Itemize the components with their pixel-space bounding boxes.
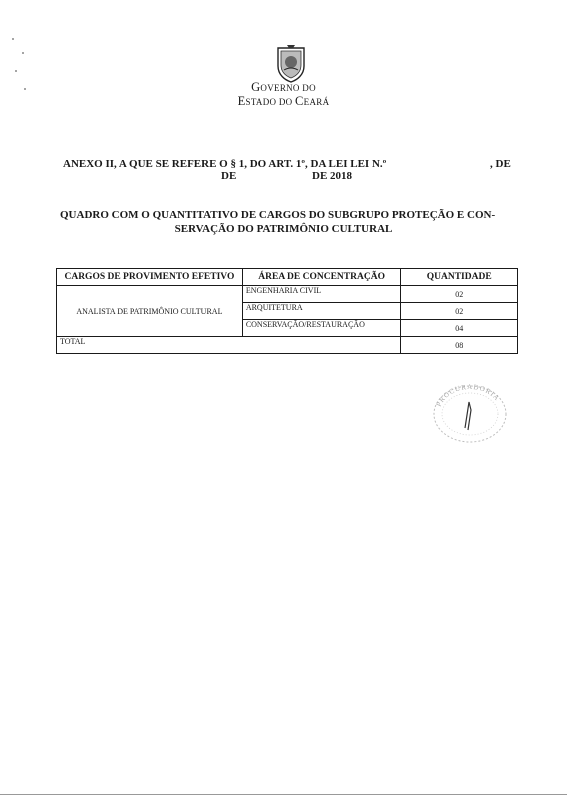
scan-speck <box>15 70 17 72</box>
stamp-text: PROCURADORIA <box>434 382 502 408</box>
government-name-line1: GOVERNO DO <box>251 80 316 94</box>
positions-table <box>56 268 518 354</box>
government-name-line2: ESTADO DO CEARÁ <box>237 94 330 108</box>
annex-heading-year: DE 2018 <box>312 170 353 182</box>
state-coat-of-arms-icon <box>270 42 312 84</box>
quadro-title-line2: SERVAÇÃO DO PATRIMÔNIO CULTURAL <box>174 223 393 235</box>
total-label-cell: TOTAL <box>57 337 401 354</box>
cargo-cell: ANALISTA DE PATRIMÔNIO CULTURAL <box>57 286 243 337</box>
circular-stamp-icon <box>425 380 515 450</box>
area-cell: ENGENHARIA CIVIL <box>242 286 401 303</box>
column-header-cargos: CARGOS DE PROVIMENTO EFETIVO <box>57 269 243 286</box>
quantity-cell: 02 <box>401 303 518 320</box>
area-cell: ARQUITETURA <box>242 303 401 320</box>
svg-text:PROCURADORIA <box>435 383 502 408</box>
quantity-cell: 04 <box>401 320 518 337</box>
table-total-row <box>57 337 518 354</box>
annex-heading-de: DE <box>221 170 237 182</box>
total-quantity-cell: 08 <box>401 337 518 354</box>
bottom-scan-edge <box>0 794 567 795</box>
quadro-title-line1: QUADRO COM O QUANTITATIVO DE CARGOS DO SUBGRUPO PROTEÇÃO E CON- <box>60 209 496 221</box>
quantity-cell: 02 <box>401 286 518 303</box>
column-header-quantidade: QUANTIDADE <box>401 269 518 286</box>
column-header-area: ÁREA DE CONCENTRAÇÃO <box>242 269 401 286</box>
scan-speck <box>12 38 14 40</box>
annex-heading-date-suffix: , DE <box>490 158 511 170</box>
scan-speck <box>22 52 24 54</box>
table-header-row <box>57 269 518 286</box>
annex-heading: ANEXO II, A QUE SE REFERE O § 1, DO ART. 1º, DA LEI LEI N.º <box>63 158 387 170</box>
scan-speck <box>24 88 26 90</box>
table-row <box>57 286 518 303</box>
area-cell: CONSERVAÇÃO/RESTAURAÇÃO <box>242 320 401 337</box>
